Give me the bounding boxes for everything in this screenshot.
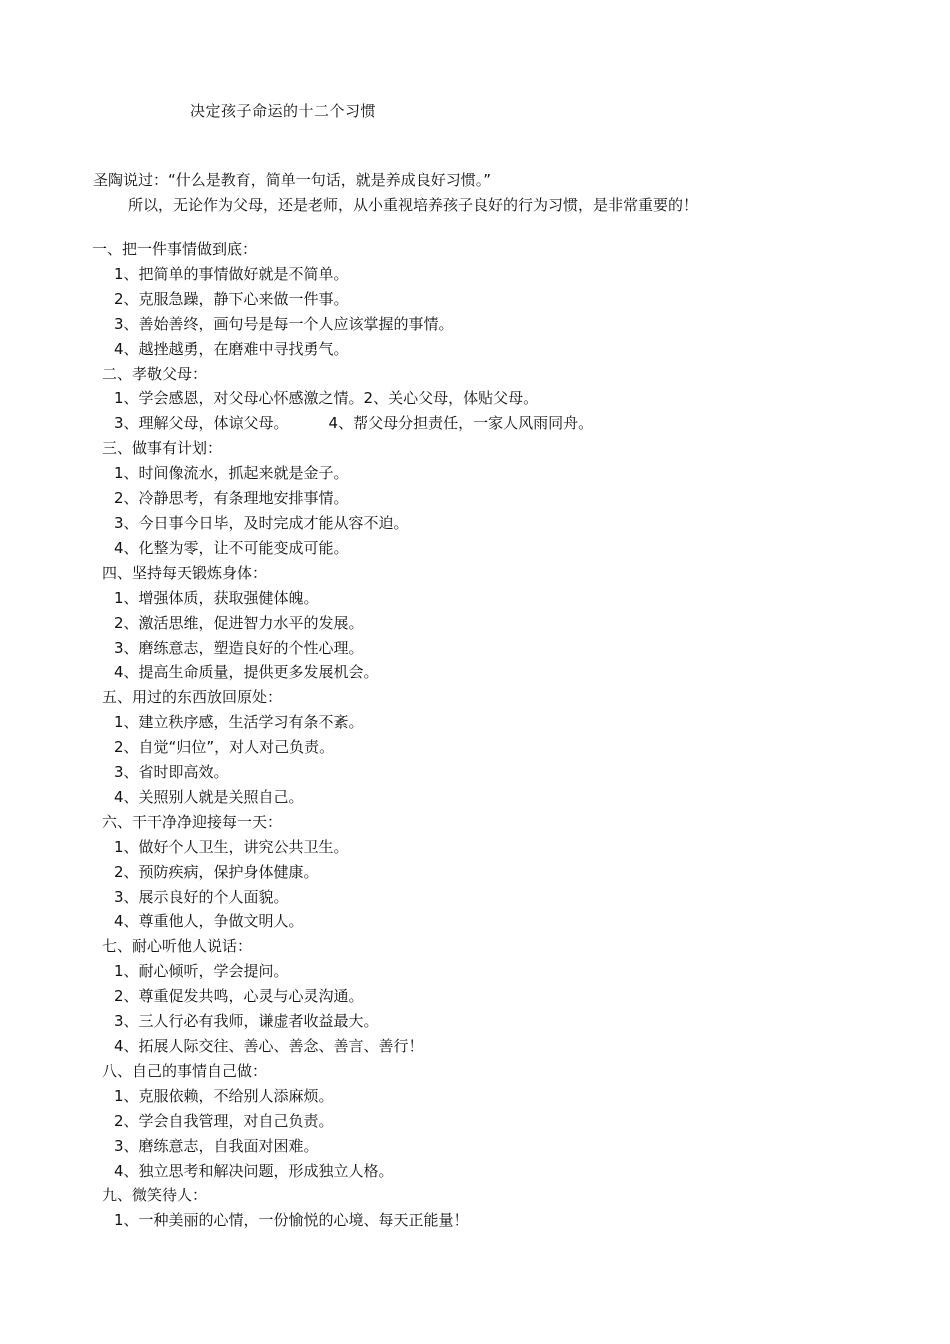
- section-item: 1、做好个人卫生，讲究公共卫生。: [114, 837, 349, 856]
- section-heading: 六、干干净净迎接每一天：: [102, 812, 283, 831]
- section-item: 4、提高生命质量，提供更多发展机会。: [114, 663, 379, 682]
- section-item: 3、省时即高效。: [114, 763, 229, 782]
- section-item: 1、耐心倾听，学会提问。: [114, 962, 289, 981]
- section-heading: 二、孝敬父母：: [102, 364, 208, 383]
- section-heading: 五、用过的东西放回原处：: [102, 688, 283, 707]
- section-item: 2、激活思维，促进智力水平的发展。: [114, 613, 364, 632]
- section-item: 3、磨练意志，自我面对困难。: [114, 1136, 319, 1155]
- section-item: 3、展示良好的个人面貌。: [114, 887, 289, 906]
- section-item: 1、一种美丽的心情，一份愉悦的心境、每天正能量！: [114, 1211, 469, 1230]
- intro-block: [93, 168, 698, 218]
- section-item: 3、三人行必有我师，谦虚者收益最大。: [114, 1012, 379, 1031]
- section-heading: 三、做事有计划：: [102, 439, 223, 458]
- section-heading: 七、耐心听他人说话：: [102, 937, 253, 956]
- section-item: 1、克服依赖，不给别人添麻烦。: [114, 1086, 334, 1105]
- section-item: 1、时间像流水，抓起来就是金子。: [114, 464, 349, 483]
- section-item: 4、越挫越勇，在磨难中寻找勇气。: [114, 339, 349, 358]
- section-1: [92, 237, 593, 362]
- section-8: [92, 1059, 593, 1184]
- intro-statement: 所以，无论作为父母，还是老师，从小重视培养孩子良好的行为习惯，是非常重要的！: [128, 196, 699, 214]
- section-item: 4、帮父母分担责任，一家人风雨同舟。: [328, 414, 594, 433]
- section-heading: 一、把一件事情做到底：: [92, 240, 258, 258]
- section-item: 4、拓展人际交往、善心、善念、善言、善行！: [114, 1037, 424, 1055]
- section-heading: 四、坚持每天锻炼身体：: [102, 563, 268, 582]
- section-item: 4、化整为零，让不可能变成可能。: [114, 538, 349, 557]
- section-item: 1、把简单的事情做好就是不简单。: [114, 264, 349, 283]
- section-item: 1、增强体质，获取强健体魄。: [114, 588, 319, 607]
- section-item: 4、关照别人就是关照自己。: [114, 787, 304, 806]
- section-7: [92, 934, 593, 1059]
- section-item-pair: [92, 411, 593, 436]
- section-item: 3、善始善终，画句号是每一个人应该掌握的事情。: [114, 314, 454, 333]
- intro-quote: 圣陶说过：“什么是教育，简单一句话，就是养成良好习惯。”: [93, 171, 492, 189]
- section-heading: 九、微笑待人：: [102, 1186, 208, 1205]
- section-9: [92, 1183, 593, 1233]
- section-item: 4、独立思考和解决问题，形成独立人格。: [114, 1161, 394, 1180]
- habit-sections: [92, 237, 593, 1233]
- section-item: 3、今日事今日毕，及时完成才能从容不迫。: [114, 513, 409, 532]
- section-item: 2、克服急躁，静下心来做一件事。: [114, 289, 349, 308]
- section-item: 1、建立秩序感，生活学习有条不紊。: [114, 713, 364, 732]
- section-item: 2、预防疾病，保护身体健康。: [114, 862, 319, 881]
- section-item: 3、理解父母，体谅父母。: [114, 414, 289, 433]
- document-title: 决定孩子命运的十二个习惯: [190, 102, 377, 120]
- section-item: 2、尊重促发共鸣，心灵与心灵沟通。: [114, 987, 364, 1006]
- section-5: [92, 685, 593, 810]
- section-3: [92, 436, 593, 561]
- section-item: 2、自觉“归位”，对人对己负责。: [114, 738, 335, 757]
- section-heading: 八、自己的事情自己做：: [102, 1061, 268, 1080]
- section-item: 2、学会自我管理，对自己负责。: [114, 1111, 334, 1130]
- section-6: [92, 810, 593, 935]
- section-2: [92, 362, 593, 437]
- section-4: [92, 561, 593, 686]
- section-item: 2、冷静思考，有条理地安排事情。: [114, 489, 349, 508]
- section-item: 3、磨练意志，塑造良好的个性心理。: [114, 638, 364, 657]
- section-item: 4、尊重他人，争做文明人。: [114, 912, 304, 931]
- section-item: 1、学会感恩，对父母心怀感激之情。2、关心父母，体贴父母。: [114, 389, 539, 408]
